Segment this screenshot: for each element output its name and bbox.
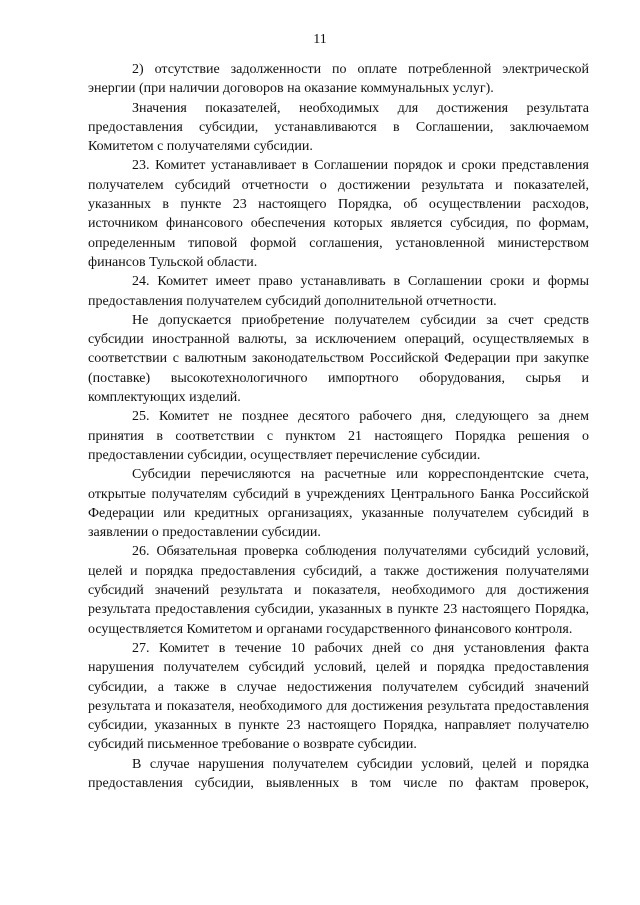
paragraph-clause-24: 24. Комитет имеет право устанавливать в Соглашении сроки и формы предоставления получателем субсидий дополнительной отчетности. xyxy=(88,274,589,309)
paragraph-violation-case: В случае нарушения получателем субсидии условий, целей и порядка предоставления субсидии, выявленных в том числе по фактам проверок, xyxy=(88,756,589,791)
paragraph-electricity-debt: 2) отсутствие задолженности по оплате потребленной электрической энергии (при наличии договоров на оказание коммунальных услуг). xyxy=(88,62,589,97)
paragraph-clause-26: 26. Обязательная проверка соблюдения получателями субсидий условий, целей и порядка предоставления субсидий, а также достижения получателями субсидий значений результата и показателя, необходимого для достижения результата предоставления субсидии, указанных в пункте 23 настоящего Порядка, осуществляется Комитетом и органами государственного финансового контроля. xyxy=(88,544,589,637)
page-number: 11 xyxy=(313,32,327,47)
paragraph-indicator-values: Значения показателей, необходимых для достижения результата предоставления субсидии, устанавливаются в Соглашении, заключаемом Комитетом с получателями субсидии. xyxy=(88,100,589,155)
paragraph-transfer-accounts: Субсидии перечисляются на расчетные или корреспондентские счета, открытые получателям субсидий в учреждениях Центрального Банка Российской Федерации или кредитных организациях, указанные получателем субсидий в заявлении о предоставлении субсидии. xyxy=(88,467,589,541)
paragraph-clause-23: 23. Комитет устанавливает в Соглашении порядок и сроки представления получателем субсидий отчетности о достижении результата и показателей, указанных в пункте 23 настоящего Порядка, об осуществлении расходов, источником финансового обеспечения которых является субсидия, по формам, определенным типовой формой соглашения, установленной министерством финансов Тульской области. xyxy=(88,158,589,270)
paragraph-foreign-currency: Не допускается приобретение получателем субсидии за счет средств субсидии иностранной валюты, за исключением операций, осуществляемых в соответствии с валютным законодательством Российской Федерации при закупке (поставке) высокотехнологичного импортного оборудования, сырья и комплектующих изделий. xyxy=(88,312,589,406)
paragraph-clause-25: 25. Комитет не позднее десятого рабочего дня, следующего за днем принятия в соответствии с пунктом 21 настоящего Порядка решения о предоставлении субсидии, осуществляет перечисление субсидии. xyxy=(88,409,589,463)
document-body xyxy=(88,60,589,793)
paragraph-clause-27: 27. Комитет в течение 10 рабочих дней со дня установления факта нарушения получателем субсидий условий, целей и порядка предоставления субсидии, а также в случае недостижения получателем субсидий значений результата и показателя, необходимого для достижения результата предоставления субсидии, указанных в пункте 23 настоящего Порядка, направляет получателю субсидий письменное требование о возврате субсидии. xyxy=(88,640,589,753)
